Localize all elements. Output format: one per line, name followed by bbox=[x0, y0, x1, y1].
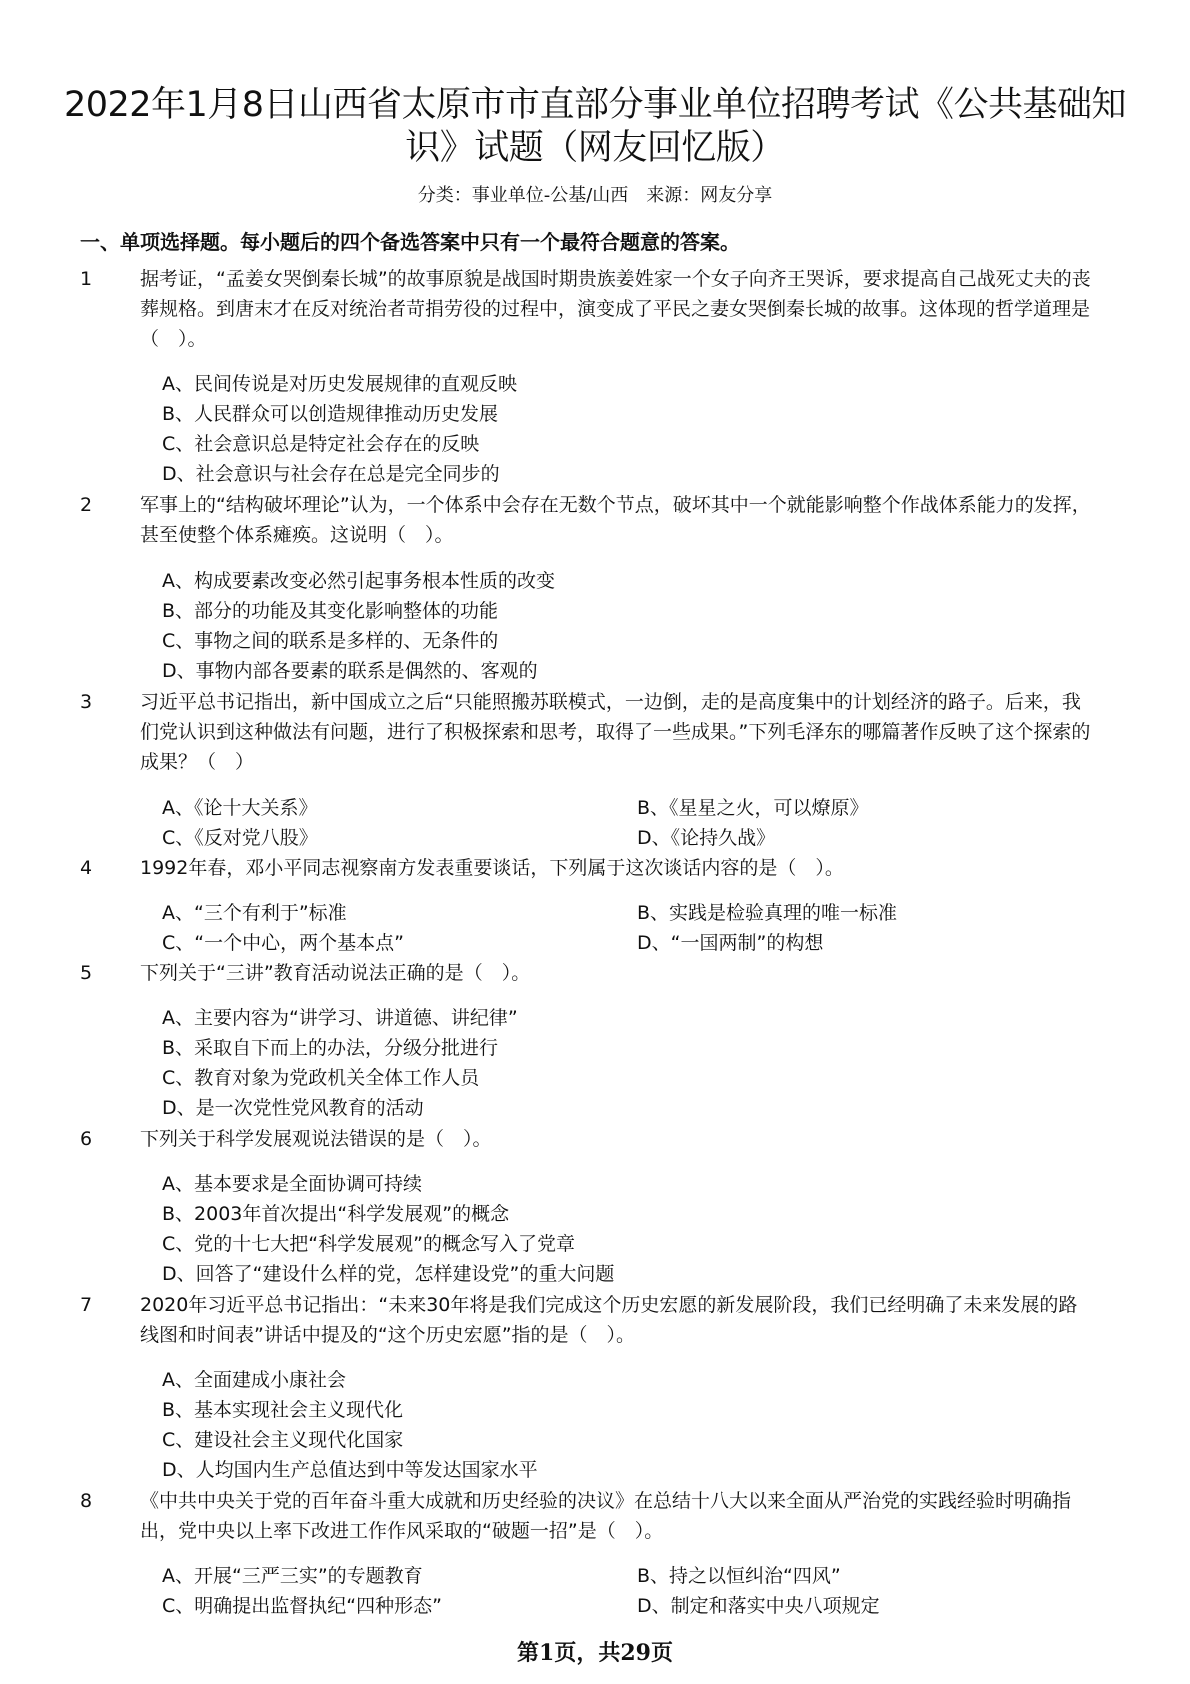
option-b: B、基本实现社会主义现代化 bbox=[162, 1399, 404, 1421]
option-d: D、《论持久战》 bbox=[637, 827, 776, 849]
option-a: A、基本要求是全面协调可持续 bbox=[162, 1173, 422, 1195]
question-number: 7 bbox=[80, 1294, 93, 1316]
question-text: 下列关于“三讲”教育活动说法正确的是（ ）。 bbox=[140, 962, 531, 984]
document-meta bbox=[60, 184, 1130, 208]
option-a: A、《论十大关系》 bbox=[162, 797, 318, 819]
option-d: D、事物内部各要素的联系是偶然的、客观的 bbox=[162, 660, 538, 682]
option-d: D、“一国两制”的构想 bbox=[637, 932, 824, 954]
option-c: C、事物之间的联系是多样的、无条件的 bbox=[162, 630, 499, 652]
section-heading: 一、单项选择题。每小题后的四个备选答案中只有一个最符合题意的答案。 bbox=[80, 230, 740, 254]
option-d: D、人均国内生产总值达到中等发达国家水平 bbox=[162, 1459, 538, 1481]
option-c: C、社会意识总是特定社会存在的反映 bbox=[162, 433, 480, 455]
question-number: 5 bbox=[80, 962, 93, 984]
option-a: A、民间传说是对历史发展规律的直观反映 bbox=[162, 373, 517, 395]
option-a: A、构成要素改变必然引起事务根本性质的改变 bbox=[162, 570, 555, 592]
question-number: 3 bbox=[80, 691, 93, 713]
option-c: C、建设社会主义现代化国家 bbox=[162, 1429, 404, 1451]
question-text: 1992年春，邓小平同志视察南方发表重要谈话，下列属于这次谈话内容的是（ ）。 bbox=[140, 857, 844, 879]
option-b: B、部分的功能及其变化影响整体的功能 bbox=[162, 600, 499, 622]
source-label: 来源：网友分享 bbox=[646, 185, 773, 206]
question-number: 1 bbox=[80, 268, 93, 290]
option-b: B、实践是检验真理的唯一标准 bbox=[637, 902, 898, 924]
option-b: B、2003年首次提出“科学发展观”的概念 bbox=[162, 1203, 510, 1225]
option-a: A、“三个有利于”标准 bbox=[162, 902, 347, 924]
option-b: B、《星星之火，可以燎原》 bbox=[637, 797, 869, 819]
option-c: C、《反对党八股》 bbox=[162, 827, 318, 849]
page-number-footer: 第1页，共29页 bbox=[517, 1640, 673, 1666]
category-label: 分类：事业单位-公基/山西 bbox=[417, 185, 629, 206]
question-text: 《中共中央关于党的百年奋斗重大成就和历史经验的决议》在总结十八大以来全面从严治党的实践经验时明确指出，党中央以上率下改进工作作风采取的“破题一招”是（ ）。 bbox=[140, 1490, 1072, 1542]
question-text: 据考证，“孟姜女哭倒秦长城”的故事原貌是战国时期贵族姜姓家一个女子向齐王哭诉，要求提高自己战死丈夫的丧葬规格。到唐末才在反对统治者苛捐劳役的过程中，演变成了平民之妻女哭倒秦长城的故事。这体现的哲学道理是（ ）。 bbox=[140, 268, 1091, 350]
option-c: C、“一个中心，两个基本点” bbox=[162, 932, 404, 954]
question-number: 2 bbox=[80, 494, 93, 516]
option-b: B、人民群众可以创造规律推动历史发展 bbox=[162, 403, 499, 425]
option-d: D、社会意识与社会存在总是完全同步的 bbox=[162, 463, 500, 485]
question-number: 6 bbox=[80, 1128, 93, 1150]
question-number: 4 bbox=[80, 857, 93, 879]
option-b: B、采取自下而上的办法，分级分批进行 bbox=[162, 1037, 499, 1059]
option-d: D、是一次党性党风教育的活动 bbox=[162, 1097, 424, 1119]
option-d: D、回答了“建设什么样的党，怎样建设党”的重大问题 bbox=[162, 1263, 615, 1285]
option-c: C、教育对象为党政机关全体工作人员 bbox=[162, 1067, 480, 1089]
question-text: 习近平总书记指出，新中国成立之后“只能照搬苏联模式，一边倒，走的是高度集中的计划经济的路子。后来，我们党认识到这种做法有问题，进行了积极探索和思考，取得了一些成果。”下列毛泽东的哪篇著作反映了这个探索的成果？（ ） bbox=[140, 691, 1091, 773]
option-d: D、制定和落实中央八项规定 bbox=[637, 1595, 880, 1617]
question-text: 2020年习近平总书记指出：“未来30年将是我们完成这个历史宏愿的新发展阶段，我们已经明确了未来发展的路线图和时间表”讲话中提及的“这个历史宏愿”指的是（ ）。 bbox=[140, 1294, 1078, 1346]
option-a: A、主要内容为“讲学习、讲道德、讲纪律” bbox=[162, 1007, 518, 1029]
option-c: C、明确提出监督执纪“四种形态” bbox=[162, 1595, 442, 1617]
option-a: A、全面建成小康社会 bbox=[162, 1369, 346, 1391]
question-number: 8 bbox=[80, 1490, 93, 1512]
question-text: 军事上的“结构破坏理论”认为，一个体系中会存在无数个节点，破坏其中一个就能影响整个作战体系能力的发挥，甚至使整个体系瘫痪。这说明（ ）。 bbox=[140, 494, 1091, 546]
option-a: A、开展“三严三实”的专题教育 bbox=[162, 1565, 423, 1587]
question-text: 下列关于科学发展观说法错误的是（ ）。 bbox=[140, 1128, 492, 1150]
option-b: B、持之以恒纠治“四风” bbox=[637, 1565, 841, 1587]
document-title: 2022年1月8日山西省太原市市直部分事业单位招聘考试《公共基础知识》试题（网友回忆版） bbox=[63, 85, 1127, 168]
option-c: C、党的十七大把“科学发展观”的概念写入了党章 bbox=[162, 1233, 575, 1255]
